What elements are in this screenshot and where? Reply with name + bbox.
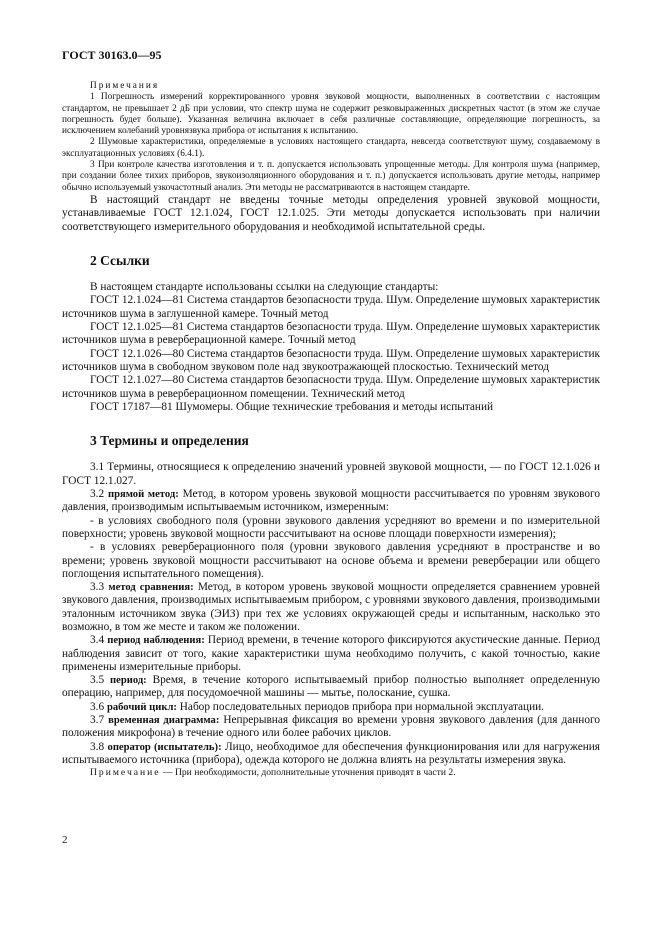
definition-number: 3.3 bbox=[90, 581, 105, 594]
page-number: 2 bbox=[62, 834, 68, 846]
definition-term: период: bbox=[110, 675, 147, 687]
final-note-text: — При необходимости, дополнительные уточнения приводят в части 2. bbox=[162, 767, 456, 779]
reference-item: ГОСТ 12.1.025—81 Система стандартов безопасности труда. Шум. Определение шумовых характеристик источников шума в реверберационной камере. Точный метод bbox=[62, 321, 600, 347]
definition-number: 3.6 bbox=[90, 700, 105, 713]
definition-bullet: - в условиях свободного поля (уровни звукового давления усредняют во времени и по измерительной поверхности; уровень звуковой мощности рассчитывают на основе площади поверхности измерения); bbox=[62, 514, 600, 540]
definition-number: 3.2 bbox=[90, 488, 105, 501]
definition-number: 3.4 bbox=[90, 634, 105, 647]
definition-bullet: - в условиях реверберационного поля (уровни звукового давления усредняют в пространстве и во времени; уровень звуковой мощности рассчитывают на основе объема и времени реверберации или общего поглощения испытательного помещения). bbox=[62, 541, 600, 580]
reference-item: ГОСТ 12.1.027—80 Система стандартов безопасности труда. Шум. Определение шумовых характеристик источников шума в реверберационном помещении. Технический метод bbox=[62, 374, 600, 400]
note-item: 1 Погрешность измерений корректированного уровня звуковой мощности, выполненных в соответствии с настоящим стандартом, не превышает 2 дБ при условии, что спектр шума не содержит резковыраженных дискретных частот (в этом же случае погрешность будет больше). Указанная величина включает в себя различные составляющие, определяющие погрешность, за исключением колебаний уровнязвука прибора от испытания к испытанию. bbox=[62, 92, 600, 137]
definition-text: Метод, в котором уровень звуковой мощности рассчитывается по уровням звукового давления, производимым испытываемым источником, измеренным: bbox=[62, 488, 601, 514]
definition-text: Период времени, в течение которого фиксируются акустические данные. Период наблюдения зависит от того, какие характеристики шума необходимо получить, с какой точностью, какие применены измерительные приборы. bbox=[62, 634, 600, 673]
intro-paragraph: В настоящий стандарт не введены точные методы определения уровней звуковой мощности, устанавливаемые ГОСТ 12.1.024, ГОСТ 12.1.025. Эти методы допускается использовать при наличии соответствующего измерительного оборудования и необходимой испытательной среды. bbox=[62, 193, 600, 233]
definition-text: Время, в течение которого испытываемый прибор полностью выполняет определенную операцию, например, для посудомоечной машины — мытье, полоскание, сушка. bbox=[62, 674, 600, 700]
reference-item: ГОСТ 17187—81 Шумомеры. Общие технические требования и методы испытаний bbox=[90, 400, 494, 413]
reference-item: ГОСТ 12.1.026—80 Система стандартов безопасности труда. Шум. Определение шумовых характеристик источников шума в свободном звуковом поле над звукоотражающей плоскостью. Технический метод bbox=[62, 347, 600, 373]
definition-number: 3.8 bbox=[90, 740, 105, 753]
definition-3-1: 3.1 Термины, относящиеся к определению значений уровней звуковой мощности, — по ГОСТ 12.1.026 и ГОСТ 12.1.027. bbox=[62, 461, 600, 487]
final-note bbox=[62, 767, 600, 779]
definition-3-5 bbox=[62, 674, 600, 701]
definition-3-2 bbox=[62, 488, 600, 515]
definition-text: Метод, в котором уровень звуковой мощности определяется сравнением уровней звукового давления, производимых испытываемым прибором, с уровнями звукового давления, производимыми эталонным источником звука (ЭИЗ) при тех же условиях окружающей среды и испытанным, насколько это возможно, в том же месте и таком же положении. bbox=[62, 581, 600, 633]
references-lead: В настоящем стандарте использованы ссылки на следующие стандарты: bbox=[90, 281, 439, 294]
definition-term: временная диаграмма: bbox=[108, 715, 220, 727]
definition-number: 3.5 bbox=[90, 674, 105, 687]
reference-item: ГОСТ 12.1.024—81 Система стандартов безопасности труда. Шум. Определение шумовых характеристик источников шума в заглушенной камере. Точный метод bbox=[62, 294, 600, 320]
section-heading: 3 Термины и определения bbox=[90, 433, 249, 449]
definition-text: Лицо, необходимое для обеспечения функционирования или для нагружения испытываемого источника (прибора), одежда которого не должна влиять на результаты измерения звука. bbox=[62, 740, 601, 766]
notes-block bbox=[62, 81, 600, 194]
definition-term: рабочий цикл: bbox=[106, 701, 177, 713]
definition-3-6 bbox=[62, 701, 600, 714]
section-heading: 2 Ссылки bbox=[90, 252, 150, 268]
running-title: ГОСТ 30163.0—95 bbox=[62, 48, 162, 62]
definition-3-8 bbox=[62, 741, 600, 768]
definition-3-3 bbox=[62, 581, 600, 634]
definition-term: период наблюдения: bbox=[107, 635, 205, 647]
definition-text: Непрерывная фиксация во времени уровня звукового давления (для данного положения микрофона) в течение одного или более рабочих циклов. bbox=[62, 714, 600, 740]
definition-text: Набор последовательных периодов прибора при нормальной эксплуатации. bbox=[179, 700, 545, 713]
definition-term: прямой метод: bbox=[108, 489, 179, 501]
notes-title: Примечания bbox=[90, 81, 160, 91]
final-note-lead: Примечание bbox=[90, 767, 161, 779]
note-item: 2 Шумовые характеристики, определяемые в условиях настоящего стандарта, невсегда соответствуют шуму, создаваемому в эксплуатационных условиях (6.4.1). bbox=[62, 137, 600, 159]
definition-number: 3.7 bbox=[90, 714, 105, 727]
definition-3-7 bbox=[62, 714, 600, 741]
note-item: 3 При контроле качества изготовления и т. п. допускается использовать упрощенные методы. Для контроля шума (например, при создании более тихих приборов, звукоизоляционного оборудования и т. п.) допускается использовать другие методы, например обычно используемый узкочастотный анализ. Эти методы не рассматриваются в настоящем стандарте. bbox=[62, 160, 600, 193]
definition-3-4 bbox=[62, 634, 600, 674]
definition-term: метод сравнения: bbox=[108, 582, 194, 594]
definition-term: оператор (испытатель): bbox=[107, 741, 222, 753]
